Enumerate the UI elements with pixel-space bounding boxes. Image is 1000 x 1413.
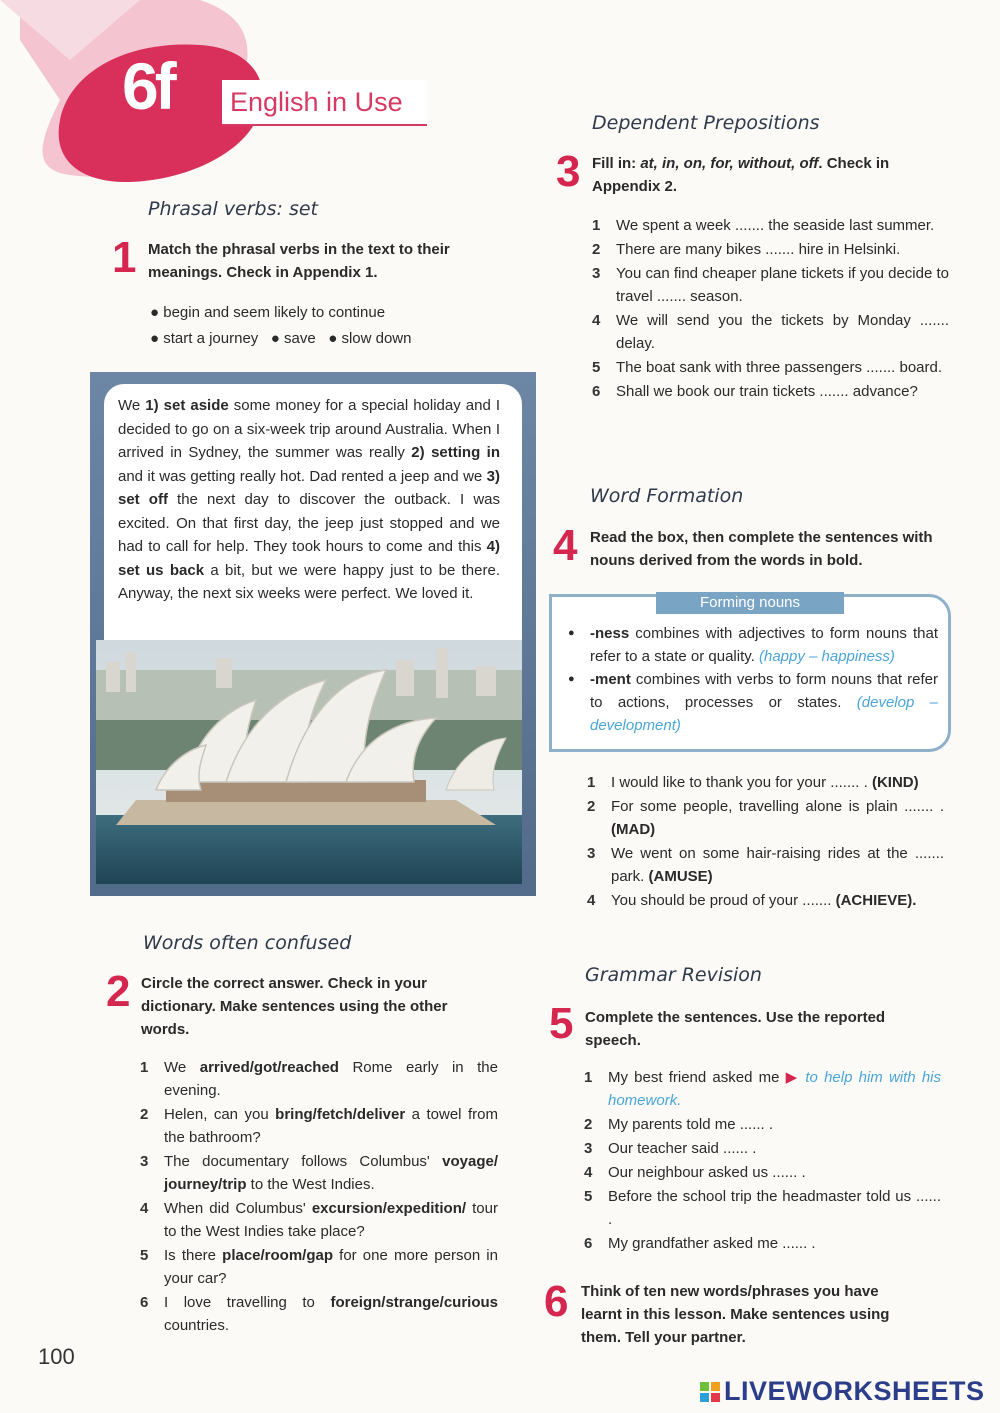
- exercise-number-6: 6: [544, 1277, 569, 1326]
- meaning-item: start a journey: [163, 330, 259, 347]
- phrasal-verb: 2) setting in: [411, 444, 501, 461]
- section-title-grammar-revision: Grammar Revision: [585, 964, 762, 986]
- exercise-2-instruction: Circle the correct answer. Check in your dictionary. Make sentences using the other words.: [141, 975, 448, 1038]
- unit-number: 6f: [122, 49, 173, 123]
- list-item: 6 My grandfather asked me ...... .: [584, 1235, 816, 1252]
- list-item: 1 We arrived/got/reached Rome early in the evening.: [140, 1059, 498, 1099]
- rule-item: ● -ment combines with verbs to form nouns that refer to actions, processes or states. (develop – development): [566, 668, 938, 737]
- rule-item: ● -ness combines with adjectives to form nouns that refer to a state or quality. (happy – happiness): [566, 622, 938, 668]
- page-number: 100: [38, 1344, 75, 1369]
- exercise-number-3: 3: [556, 147, 581, 196]
- exercise-4-list: [587, 771, 944, 913]
- forming-nouns-rules: [566, 622, 938, 737]
- phrasal-verb: 3) set off: [118, 467, 500, 508]
- answer-choices[interactable]: voyage/ journey/trip: [164, 1153, 498, 1193]
- answer-choices[interactable]: foreign/strange/curious: [330, 1294, 498, 1311]
- list-item: 6 Shall we book our train tickets ....... advance?: [592, 383, 918, 400]
- answer-choices[interactable]: bring/fetch/deliver: [275, 1106, 406, 1123]
- exercise-number-1: 1: [112, 233, 137, 282]
- bullet-icon: ●: [262, 330, 285, 347]
- exercise-5-instruction: Complete the sentences. Use the reported speech.: [585, 1009, 886, 1049]
- list-item: 2 Helen, can you bring/fetch/deliver a towel from the bathroom?: [140, 1106, 498, 1146]
- list-item: 5 Is there place/room/gap for one more person in your car?: [140, 1247, 498, 1287]
- story-text: We 1) set aside some money for a special holiday and I decided to go on a six-week trip around Australia. When I arrived in Sydney, the summer was really 2) setting in and it was getting really hot. Dad rented a jeep and we 3) set off the next day to discover the outback. I was excited. On that first day, the jeep just stopped and we had to call for help. They took hours to come and this 4) set us back a bit, but we were happy just to be there. Anyway, the next six weeks were perfect. We loved it.: [118, 397, 501, 602]
- bullet-icon: ●: [319, 330, 342, 347]
- list-item: 6 I love travelling to foreign/strange/curious countries.: [140, 1294, 498, 1334]
- list-item: 3 We went on some hair-raising rides at the ....... park. (AMUSE): [587, 845, 944, 885]
- bullet-icon: ●: [150, 330, 164, 347]
- example-answer: to help him with his homework.: [608, 1069, 942, 1109]
- exercise-1-instruction: Match the phrasal verbs in the text to their meanings. Check in Appendix 1.: [148, 241, 450, 281]
- liveworksheets-logo[interactable]: LIVEWORKSHEETS: [700, 1376, 985, 1407]
- section-title-phrasal-verbs: Phrasal verbs: set: [148, 198, 318, 220]
- list-item: 4 You should be proud of your ....... (ACHIEVE).: [587, 892, 917, 909]
- exercise-number-4: 4: [553, 521, 578, 570]
- list-item: 2 There are many bikes ....... hire in Helsinki.: [592, 241, 901, 258]
- list-item: 1 I would like to thank you for your ....... . (KIND): [587, 774, 919, 791]
- exercise-number-5: 5: [549, 999, 574, 1048]
- list-item: 3 The documentary follows Columbus' voyage/ journey/trip to the West Indies.: [140, 1153, 498, 1193]
- answer-choices[interactable]: place/room/gap: [222, 1247, 334, 1264]
- arrow-icon: ▶: [785, 1069, 806, 1086]
- answer-choices[interactable]: arrived/got/reached: [199, 1059, 339, 1076]
- unit-title: English in Use: [222, 80, 427, 126]
- meanings-list: [150, 300, 411, 352]
- list-item: 3 Our teacher said ...... .: [584, 1140, 757, 1157]
- bullet-icon: ●: [150, 304, 164, 321]
- list-item: 5 Before the school trip the headmaster told us ...... .: [584, 1188, 941, 1228]
- list-item: 1 My best friend asked me ▶ to help him with his homework.: [584, 1069, 942, 1109]
- liveworksheets-logo-icon: [700, 1382, 720, 1402]
- exercise-3-list: [592, 214, 949, 404]
- section-title-words-confused: Words often confused: [143, 932, 352, 954]
- exercise-5-list: [584, 1066, 941, 1256]
- sydney-opera-house-image: [96, 640, 522, 884]
- exercise-6-instruction: Think of ten new words/phrases you have learnt in this lesson. Make sentences using them. Tell your partner.: [581, 1283, 890, 1346]
- exercise-2-list: [140, 1056, 498, 1338]
- exercise-4-instruction: Read the box, then complete the sentences with nouns derived from the words in bold.: [590, 529, 933, 569]
- meaning-item: save: [284, 330, 316, 347]
- list-item: 4 When did Columbus' excursion/expedition/ tour to the West Indies take place?: [140, 1200, 498, 1240]
- exercise-number-2: 2: [106, 967, 131, 1016]
- list-item: 5 The boat sank with three passengers ....... board.: [592, 359, 943, 376]
- preposition-options: at, in, on, for, without, off: [640, 155, 819, 172]
- list-item: 2 My parents told me ...... .: [584, 1116, 774, 1133]
- phrasal-verb: 1) set aside: [145, 397, 229, 414]
- list-item: 4 Our neighbour asked us ...... .: [584, 1164, 806, 1181]
- section-title-word-formation: Word Formation: [590, 485, 744, 507]
- list-item: 3 You can find cheaper plane tickets if you decide to travel ....... season.: [592, 265, 950, 305]
- answer-choices[interactable]: excursion/expedition/: [311, 1200, 467, 1217]
- section-title-dependent-prepositions: Dependent Prepositions: [592, 112, 820, 134]
- list-item: 1 We spent a week ....... the seaside last summer.: [592, 217, 935, 234]
- meaning-item: begin and seem likely to continue: [163, 304, 386, 321]
- exercise-3-instruction: Fill in: at, in, on, for, without, off. Check in Appendix 2.: [592, 155, 890, 195]
- phrasal-verb: 4) set us back: [118, 538, 500, 579]
- list-item: 4 We will send you the tickets by Monday ....... delay.: [592, 312, 949, 352]
- list-item: 2 For some people, travelling alone is plain ....... . (MAD): [587, 798, 944, 838]
- forming-nouns-label: Forming nouns: [656, 592, 844, 614]
- meaning-item: slow down: [341, 330, 412, 347]
